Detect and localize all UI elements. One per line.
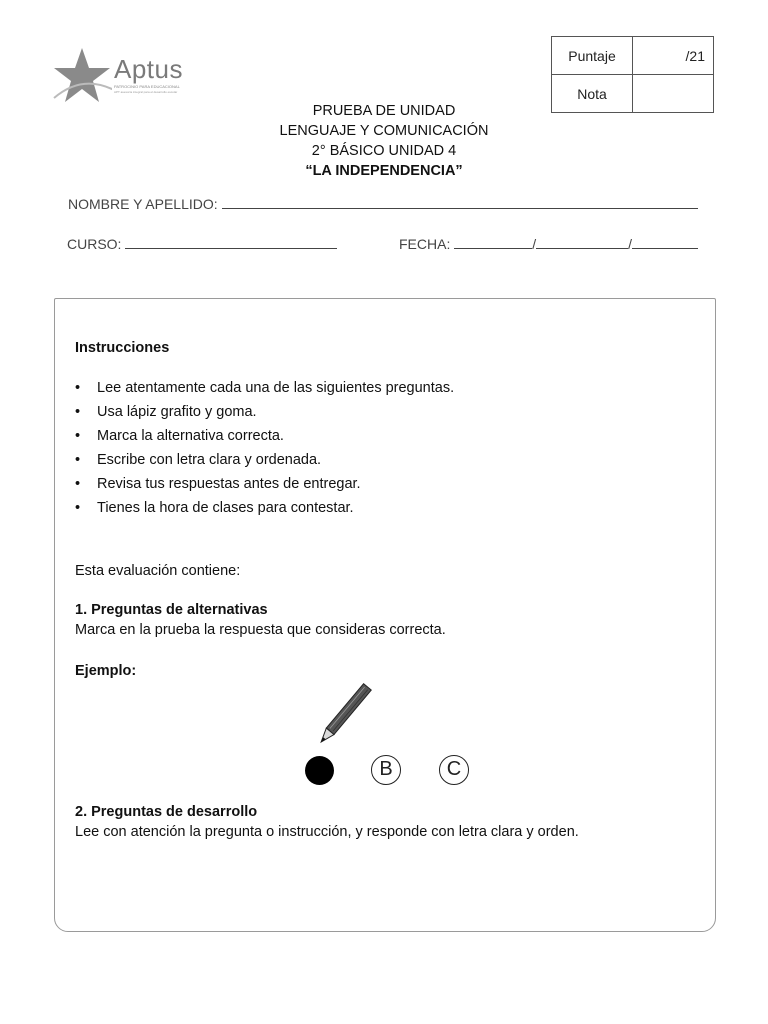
list-item: • Marca la alternativa correcta.	[75, 424, 454, 448]
section1-title: 1. Preguntas de alternativas	[75, 602, 268, 618]
header-line-3: 2° BÁSICO UNIDAD 4	[311, 143, 457, 159]
example-title: Ejemplo:	[75, 663, 137, 679]
date-day-line[interactable]	[454, 237, 532, 249]
aptus-logo	[52, 46, 192, 106]
filled-option-bubble[interactable]	[305, 756, 334, 785]
section1-text: Marca en la prueba la respuesta que consideras correcta.	[75, 622, 446, 638]
instructions-list	[75, 376, 454, 520]
header-line-2: LENGUAJE Y COMUNICACIÓN	[279, 123, 489, 139]
date-label: FECHA:	[399, 236, 451, 252]
list-item: • Tienes la hora de clases para contestar.	[75, 496, 454, 520]
header-title: “LA INDEPENDENCIA”	[305, 163, 463, 179]
logo-brand: Aptus	[114, 54, 183, 84]
date-year-line[interactable]	[632, 237, 698, 249]
course-input-line[interactable]	[125, 237, 337, 249]
list-item: • Lee atentamente cada una de las siguientes preguntas.	[75, 376, 454, 400]
option-b-bubble[interactable]: B	[371, 755, 401, 785]
logo-tagline: PATROCINIO PARA EDUCACIONAL	[114, 84, 180, 89]
date-month-line[interactable]	[536, 237, 628, 249]
section2-text: Lee con atención la pregunta o instrucción, y responde con letra clara y orden.	[75, 824, 579, 840]
section2-title: 2. Preguntas de desarrollo	[75, 804, 258, 820]
header-line-1: PRUEBA DE UNIDAD	[312, 103, 456, 119]
course-label: CURSO:	[67, 236, 122, 252]
course-field	[67, 236, 337, 252]
puntaje-label: Puntaje	[552, 37, 633, 75]
name-label: NOMBRE Y APELLIDO:	[68, 196, 218, 212]
date-field	[399, 236, 698, 252]
star-logo-icon	[52, 46, 112, 106]
score-table	[551, 36, 714, 113]
nota-value[interactable]	[633, 75, 714, 113]
puntaje-value[interactable]: /21	[633, 37, 714, 75]
list-item: • Escribe con letra clara y ordenada.	[75, 448, 454, 472]
score-row-puntaje	[552, 37, 714, 75]
nota-label: Nota	[552, 75, 633, 113]
contents-intro: Esta evaluación contiene:	[75, 563, 241, 579]
score-row-nota	[552, 75, 714, 113]
logo-subline: APT asesoría integral para el desarrollo escolar	[114, 90, 178, 94]
list-item: • Revisa tus respuestas antes de entregar.	[75, 472, 454, 496]
list-item: • Usa lápiz grafito y goma.	[75, 400, 454, 424]
pencil-icon	[312, 678, 374, 754]
test-header	[234, 101, 534, 181]
date-sep-1: /	[532, 236, 537, 252]
name-input-line[interactable]	[222, 197, 698, 209]
name-field	[68, 196, 698, 212]
instructions-title: Instrucciones	[75, 340, 170, 356]
option-c-bubble[interactable]: C	[439, 755, 469, 785]
date-sep-2: /	[628, 236, 633, 252]
